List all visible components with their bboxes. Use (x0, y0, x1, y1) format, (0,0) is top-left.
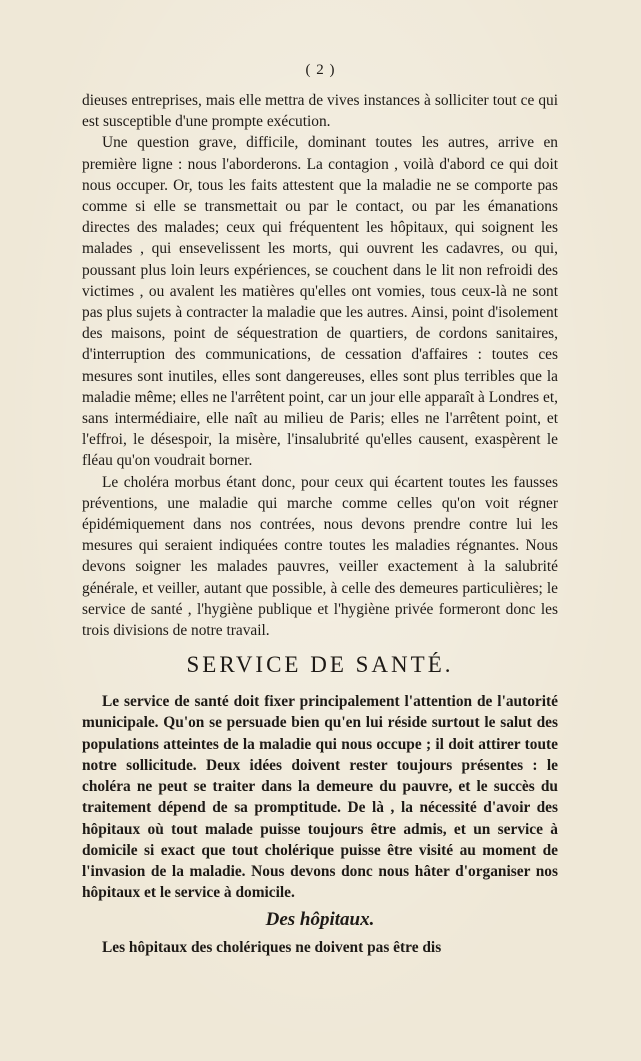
body-text (82, 90, 558, 959)
paragraph-cholera-measures: Le choléra morbus étant donc, pour ceux qui écartent toutes les fausses préventions, une maladie qui marche comme celles qu'on voit régner épidémiquement dans nos contrées, nous devons prendre contre lui les mesures qui seraient indiquées contre toutes les maladies régnantes. Nous devons soigner les malades pauvres, veiller exactement à la salubrité générale, et veiller, autant que possible, à celle des demeures particulières; le service de santé , l'hygiène publique et l'hygiène privée formeront donc les trois divisions de notre travail. (82, 473, 558, 640)
page-number: ( 2 ) (305, 62, 336, 78)
paragraph-contagion: Une question grave, difficile, dominant toutes les autres, arrive en première ligne : nous l'aborderons. La contagion , voilà d'abord ce qui doit nous occuper. Or, tous les faits attestent que la maladie ne se comporte pas comme si elle se transmettait ou par le contact, ou par les émanations directes des malades; ceux qui fréquentent les hôpitaux, qui soignent les malades , qui ensevelissent les morts, qui ouvrent les cadavres, ou qui, poussant plus loin leurs expériences, se couchent dans le lit non refroidi des victimes , ou avalent les matières qu'elles ont vomies, tous ceux-là ne sont pas plus sujets à contracter la maladie que les autres. Ainsi, point d'isolement des maisons, point de séquestration de quartiers, de cordons sanitaires, d'interruption des communications, de cessation d'affaires : toutes ces mesures sont inutiles, elles sont dangereuses, elles sont plus terribles que la maladie même; elles ne l'arrêtent point, car un jour elle apparaît à Londres et, sans intermédiaire, elle naît au milieu de Paris; elles ne l'arrêtent point, et l'effroi, le désespoir, la misère, l'insalubrité qu'elles causent, exaspèrent le fléau qu'on voudrait borner. (82, 134, 558, 470)
paragraph-hopitaux: Les hôpitaux des cholériques ne doivent pas être dis (102, 939, 442, 957)
subheading-des-hopitaux: Des hôpitaux. (265, 909, 375, 931)
paragraph-intro-continuation: dieuses entreprises, mais elle mettra de vives instances à solliciter tout ce qui est susceptible d'une prompte exécution. (82, 92, 558, 131)
paragraph-service-de-sante: Le service de santé doit fixer principalement l'attention de l'autorité municipale. Qu'on se persuade bien qu'en lui réside surtout le salut des populations atteintes de la maladie qui nous occupe ; il doit attirer toute notre sollicitude. Deux idées doivent rester toujours présentes : le choléra ne peut se traiter dans la demeure du pauvre, et le succès du traitement dépend de sa promptitude. De là , la nécessité d'avoir des hôpitaux où tout malade puisse toujours être admis, et un service à domicile si exact que tout cholérique puisse être visité au moment de l'invasion de la maladie. Nous devons donc nous hâter d'organiser nos hôpitaux et le service à domicile. (82, 693, 558, 902)
section-heading-service-de-sante: SERVICE DE SANTÉ. (186, 652, 454, 678)
